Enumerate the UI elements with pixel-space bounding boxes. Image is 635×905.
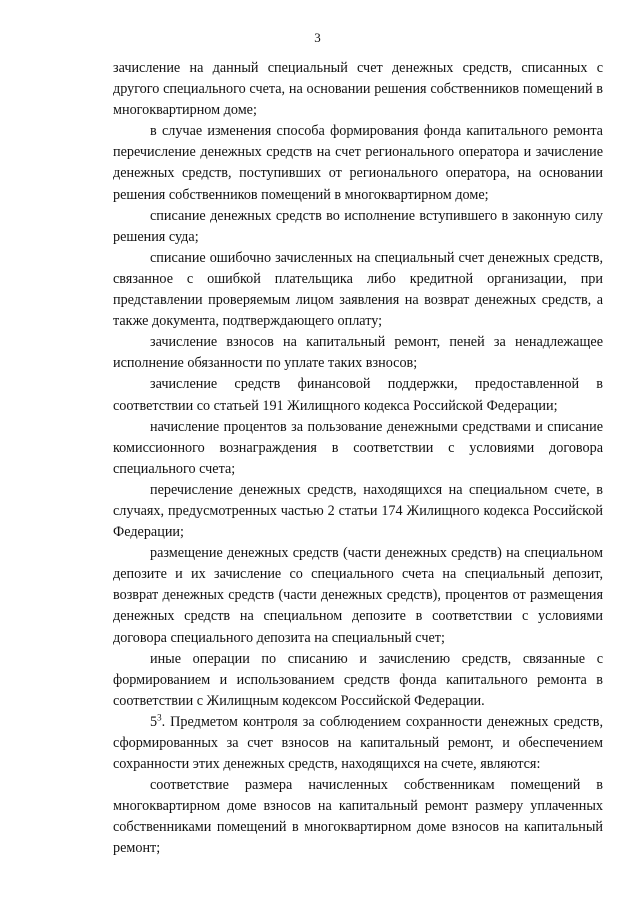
paragraph-court-decision-debit: списание денежных средств во исполнение вступившего в законную силу решения суда;	[113, 207, 603, 245]
paragraph-special-deposit: размещение денежных средств (части денежных средств) на специальном депозите и их зачисление со специального счета на специальный депозит, возврат денежных средств (части денежных средств), процентов от размещения денежных средств на специальном депозите в соответствии с условиями договора специального депозита на специальный счет;	[113, 545, 603, 646]
section-superscript: 3	[157, 712, 162, 723]
paragraph-contribution-amount-match: соответствие размера начисленных собственникам помещений в многоквартирном доме взносов на капитальный ремонт размеру уплаченных собственниками помещений в многоквартирном доме взносов на капитальный ремонт;	[113, 777, 603, 857]
paragraph-transfer-between-special-accounts: зачисление на данный специальный счет денежных средств, списанных с другого специального счета, на основании решения собственников помещений в многоквартирном доме;	[113, 60, 603, 119]
paragraph-change-of-fund-method: в случае изменения способа формирования фонда капитального ремонта перечисление денежных средств на счет регионального оператора и зачисление денежных средств, поступивших от регионального оператора, на основании решения собственников помещений в многоквартирном доме;	[113, 123, 603, 203]
section-5-3-paragraph	[113, 712, 603, 775]
page-number: 3	[314, 30, 321, 45]
paragraph-erroneous-credit-debit: списание ошибочно зачисленных на специальный счет денежных средств, связанное с ошибкой плательщика либо кредитной организации, при представлении проверяемым лицом заявления на возврат денежных средств, а также документа, подтверждающего оплату;	[113, 249, 603, 330]
section-number: 5	[150, 713, 158, 730]
paragraph-other-operations: иные операции по списанию и зачислению средств, связанные с формированием и использованием средств фонда капитального ремонта в соответствии с Жилищным кодексом Российской Федерации.	[113, 650, 603, 709]
paragraph-financial-support-credit: зачисление средств финансовой поддержки, предоставленной в соответствии со статьей 191 Жилищного кодекса Российской Федерации;	[113, 376, 603, 414]
section-text: . Предметом контроля за соблюдением сохранности денежных средств, сформированных за счет взносов на капитальный ремонт, и обеспечением сохранности этих денежных средств, находящихся на счете, являются:	[113, 713, 603, 773]
paragraph-contributions-credit: зачисление взносов на капитальный ремонт, пеней за ненадлежащее исполнение обязанности по уплате таких взносов;	[113, 334, 603, 372]
paragraph-interest-and-commission: начисление процентов за пользование денежными средствами и списание комиссионного вознаграждения в соответствии с условиями договора специального счета;	[113, 418, 603, 477]
document-body	[113, 58, 603, 860]
paragraph-transfer-per-article-174: перечисление денежных средств, находящихся на специальном счете, в случаях, предусмотренных частью 2 статьи 174 Жилищного кодекса Российской Федерации;	[113, 481, 603, 541]
